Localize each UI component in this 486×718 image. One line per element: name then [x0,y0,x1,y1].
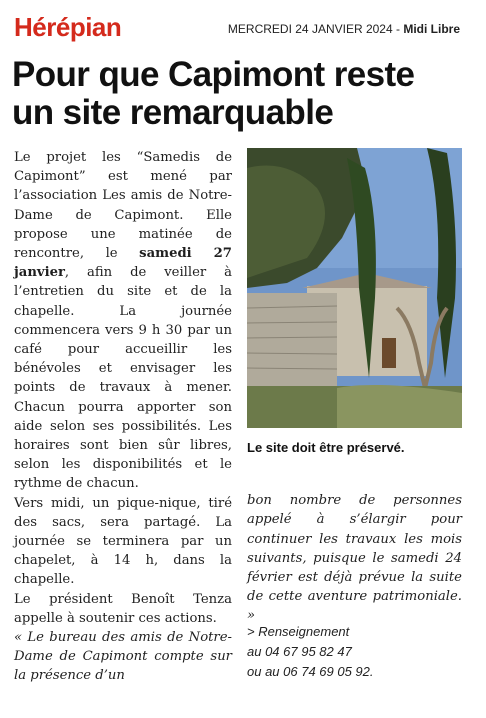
dateline [228,22,460,36]
headline-line-1: Pour que Capimont reste [12,55,415,94]
publication-date: MERCREDI 24 JANVIER 2024 [227,22,393,36]
headline-line-2: un site remarquable [12,93,334,132]
article-photo [247,148,462,428]
body-paragraph-1 [14,148,232,494]
body-paragraph-3: Le président Benoît Tenza appelle à soutenir ces actions. [14,591,232,626]
town-name: Hérépian [14,12,122,42]
article-body-left [14,148,232,686]
contact-info [247,622,462,682]
chapel-site-illustration [247,148,462,428]
info-label: > Renseignement [247,624,350,639]
body-p1-text-a: Le projet les “Samedis de Capimont” est mené par l’association Les amis de Notre-Dame de Capimont. Elle propose une matinée de rencontre, le [14,150,232,262]
body-p1-text-b: , afin de veiller à l’entretien du site et de la chapelle. La journée commencera vers 9 h 30 par un café pour accueillir les bénévoles et envisager les points de travaux à mener. Chacun pourra apporter son aide selon ses possibilités. Les horaires sont bien sûr libres, selon les disponibilités et le rythme de chacun. [14,265,232,492]
article-headline [12,56,474,132]
page-header [14,12,474,48]
newspaper-name: Midi Libre [403,22,460,36]
dateline-separator: - [392,22,404,36]
info-phone-2: ou au 06 74 69 05 92. [247,664,374,679]
body-paragraph-2: Vers midi, un pique-nique, tiré des sacs, sera partagé. La journée se terminera par un chapelet, à 14 h, dans la chapelle. [14,495,232,588]
info-phone-1: au 04 67 95 82 47 [247,644,352,659]
president-quote-start: « Le bureau des amis de Notre-Dame de Capimont compte sur la présence d’un [14,630,232,684]
president-quote-end: bon nombre de personnes appelé à s’élargir pour continuer les travaux les mois suivants, puisque le samedi 24 février est déjà prévue la suite de cette aventure patrimoniale. » [247,493,462,624]
photo-caption: Le site doit être préservé. [247,440,405,455]
event-date-highlight: samedi 27 janvier [14,246,232,281]
